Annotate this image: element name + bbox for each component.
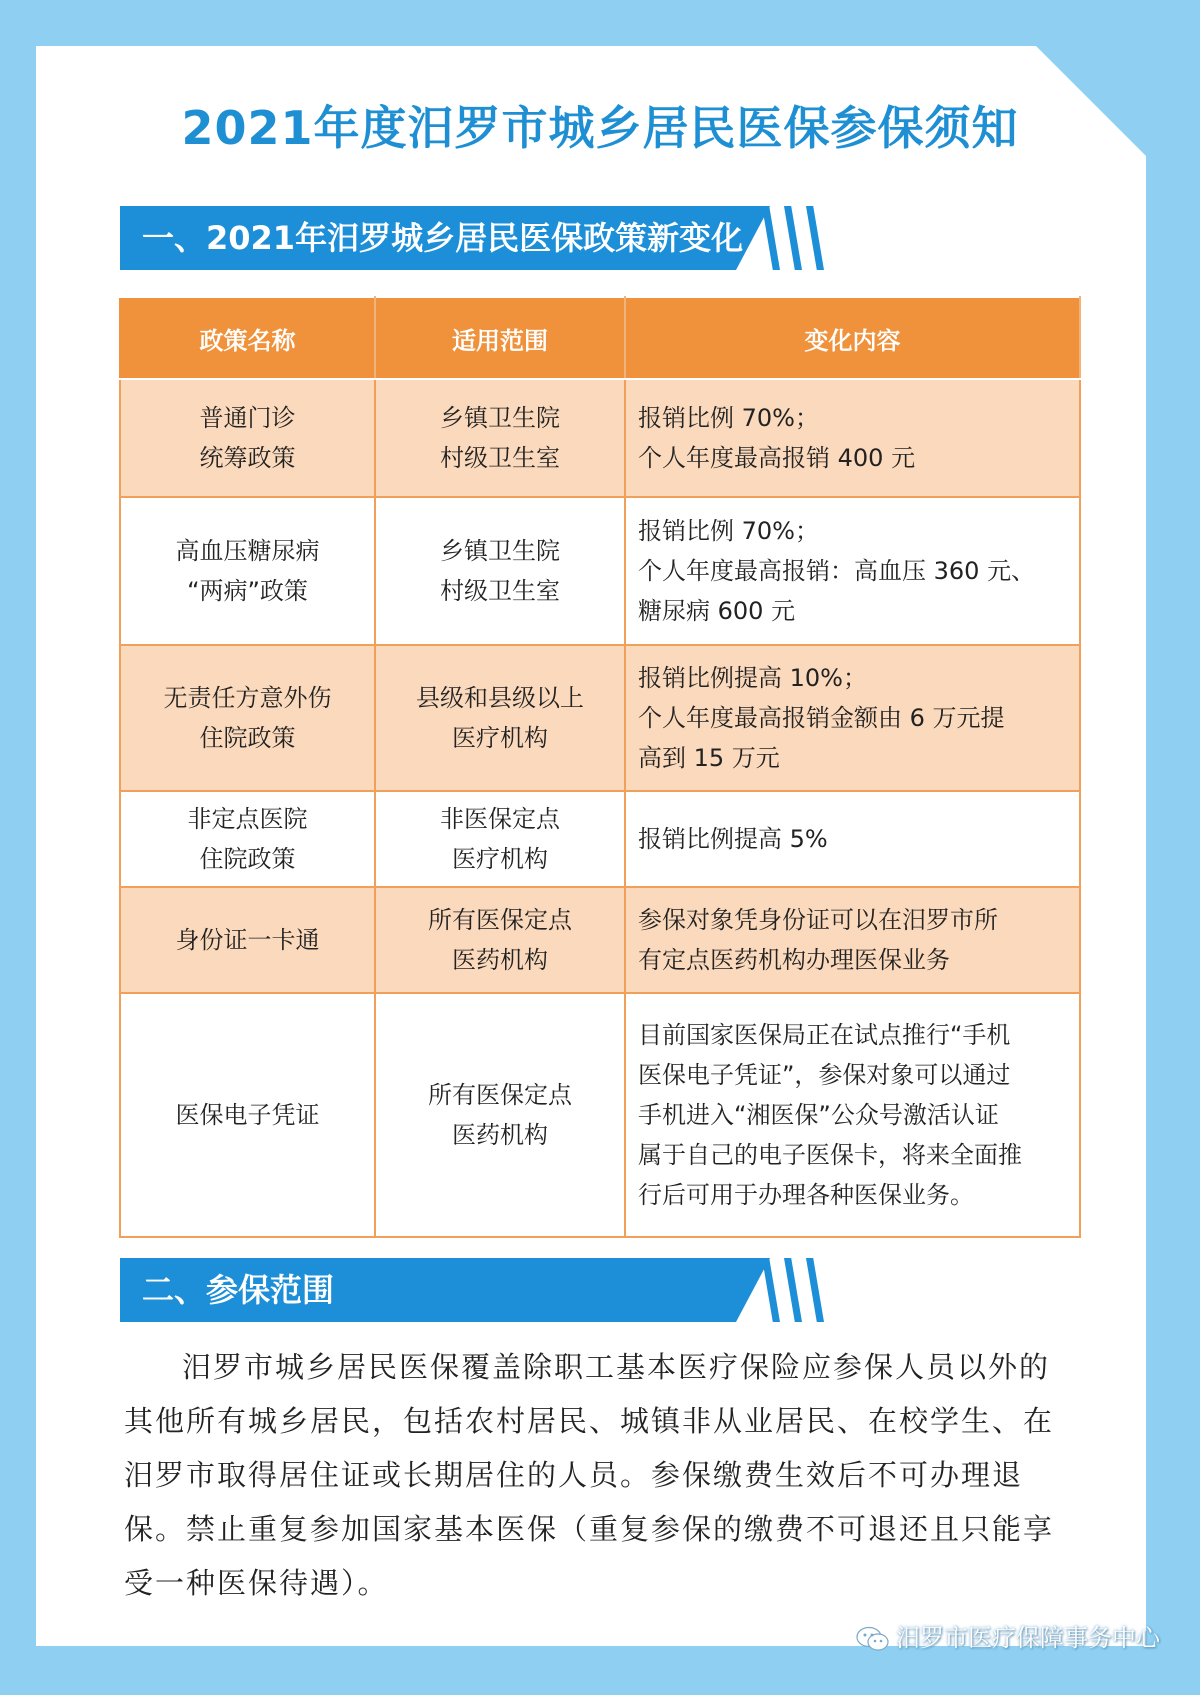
policy-name-cell: 无责任方意外伤 住院政策	[120, 645, 375, 791]
header-policy-name: 政策名称	[120, 297, 375, 379]
source-watermark	[856, 1618, 1160, 1653]
change-cell: 报销比例提高 5%	[625, 791, 1080, 887]
section-2-banner	[120, 1258, 820, 1322]
scope-cell: 所有医保定点 医药机构	[375, 993, 625, 1237]
policy-table	[119, 296, 1081, 1238]
table-row	[120, 379, 1080, 497]
change-cell: 报销比例提高 10%； 个人年度最高报销金额由 6 万元提 高到 15 万元	[625, 645, 1080, 791]
table-row	[120, 887, 1080, 993]
change-cell: 参保对象凭身份证可以在汨罗市所 有定点医药机构办理医保业务	[625, 887, 1080, 993]
section-2-heading: 二、参保范围	[142, 1271, 335, 1309]
change-cell: 目前国家医保局正在试点推行“手机 医保电子凭证”，参保对象可以通过 手机进入“湘医保”公众号激活认证 属于自己的电子医保卡，将来全面推 行后可用于办理各种医保业务。	[625, 993, 1080, 1237]
table-row	[120, 993, 1080, 1237]
scope-cell: 乡镇卫生院 村级卫生室	[375, 497, 625, 645]
header-scope: 适用范围	[375, 297, 625, 379]
header-change: 变化内容	[625, 297, 1080, 379]
section-1-heading: 一、2021年汨罗城乡居民医保政策新变化	[142, 219, 744, 257]
table-row	[120, 497, 1080, 645]
scope-cell: 县级和县级以上 医疗机构	[375, 645, 625, 791]
page-title: 2021年度汨罗市城乡居民医保参保须知	[181, 101, 1019, 155]
coverage-paragraph: 汨罗市城乡居民医保覆盖除职工基本医疗保险应参保人员以外的其他所有城乡居民，包括农村居民、城镇非从业居民、在校学生、在汨罗市取得居住证或长期居住的人员。参保缴费生效后不可办理退保。禁止重复参加国家基本医保（重复参保的缴费不可退还且只能享受一种医保待遇）。	[124, 1350, 1055, 1600]
wechat-icon	[856, 1626, 890, 1652]
policy-name-cell: 高血压糖尿病 “两病”政策	[120, 497, 375, 645]
table-row	[120, 791, 1080, 887]
table-row	[120, 645, 1080, 791]
source-name: 汨罗市医疗保障事务中心	[896, 1624, 1160, 1652]
policy-name-cell: 非定点医院 住院政策	[120, 791, 375, 887]
policy-name-cell: 普通门诊 统筹政策	[120, 379, 375, 497]
scope-cell: 非医保定点 医疗机构	[375, 791, 625, 887]
change-cell: 报销比例 70%； 个人年度最高报销：高血压 360 元、 糖尿病 600 元	[625, 497, 1080, 645]
section-1-banner	[120, 206, 820, 270]
scope-cell: 所有医保定点 医药机构	[375, 887, 625, 993]
change-cell: 报销比例 70%； 个人年度最高报销 400 元	[625, 379, 1080, 497]
scope-cell: 乡镇卫生院 村级卫生室	[375, 379, 625, 497]
policy-name-cell: 医保电子凭证	[120, 993, 375, 1237]
table-header-row	[120, 297, 1080, 379]
policy-name-cell: 身份证一卡通	[120, 887, 375, 993]
